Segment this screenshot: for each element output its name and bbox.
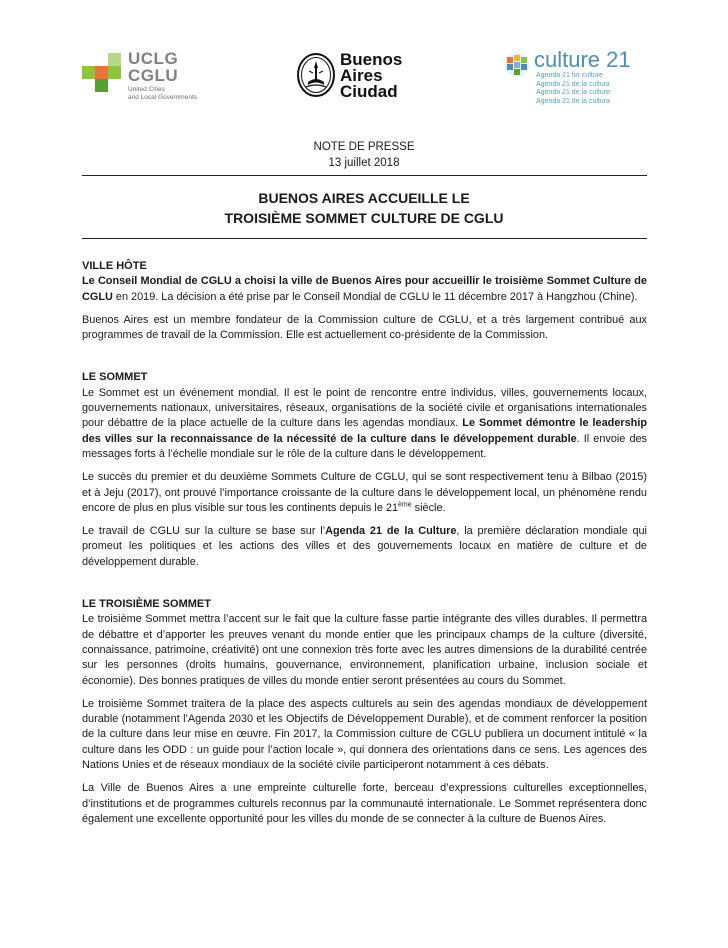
uclg-sub1: United Cities [128,86,165,93]
troisieme-paragraph-2: Le troisième Sommet traitera de la place des aspects culturels au sein des agendas mondiaux de développement durable (notamment l’Agenda 2030 et les Objectifs de Développement Durable), et de comment renforcer la position de la culture dans leur mise en œuvre. Fin 2017, la Commission culture de CGLU publiera un document intitulé « la culture dans les ODD : un guide pour l’action locale », qui donnera des orientations dans ce sens. Les agences des Nations Unies et de réseaux mondiaux de la société civile participeront notamment à ces débats. [82,697,647,772]
culture21-logo [504,48,644,108]
uclg-mark-icon [82,52,124,92]
buenos-aires-seal-icon [296,52,336,98]
sommet-paragraph-1 [82,386,647,462]
sommet-p1-a: Le Sommet est un événement mondial. Il est le point de rencontre entre individus, villes, gouvernements locaux, gouvernements nationaux, universitaires, réseaux, organisations de la société civile et organisations internationales pour débattre de la place actuelle de la culture dans les agendas mondiaux. [82,386,647,430]
sommet-p2-c: siècle. [411,501,446,514]
body-content [82,259,647,827]
hote-p1-bold: Le Conseil Mondial de CGLU a choisi la ville de Buenos Aires pour accueillir le troisième Sommet Culture de CGLU [82,275,647,303]
section-heading-troisieme: LE TROISIÈME SOMMET [82,598,211,611]
uclg-wordmark [128,50,197,102]
c21-sub2: Agenda 21 de la cultura [536,80,610,88]
culture21-wordmark: culture 21 [534,47,631,72]
sommet-p3-a: Le travail de CGLU sur la culture se base sur l’ [82,525,326,538]
ba-line3: Ciudad [340,82,398,101]
culture21-globe-icon [504,52,530,78]
culture21-subtitle [536,72,610,106]
press-note-header [0,139,728,171]
hote-p1-rest: en 2019. La décision a été prise par le Conseil Mondial de CGLU le 11 décembre 2017 à Hangzhou (Chine). [112,290,638,303]
title-divider [82,238,647,239]
press-label: NOTE DE PRESSE [313,141,415,153]
section-heading-sommet: LE SOMMET [82,371,148,384]
sommet-p2-a: Le succès du premier et du deuxième Sommets Culture de CGLU, qui se sont respectivement tenu à Bilbao (2015) et à Jeju (2017), ont prouvé l’importance croissante de la culture dans le développement local, un phénomène rendu encore de plus en plus visible sur tous les continents depuis le 21 [82,471,647,514]
c21-sub3: Agenda 21 de la culture [536,89,610,96]
uclg-sub2: and Local Governments [128,94,198,101]
ba-line2: Aires [340,66,383,85]
sommet-paragraph-3 [82,524,647,570]
title-line1: BUENOS AIRES ACCUEILLE LE [258,190,470,206]
uclg-logo [82,50,212,104]
hote-paragraph-2: Buenos Aires est un membre fondateur de la Commission culture de CGLU, et a très largement contribué aux programmes de travail de la Commission. Elle est actuellement co-présidente de la Commission. [82,313,647,342]
troisieme-paragraph-3: La Ville de Buenos Aires a une empreinte culturelle forte, berceau d’expressions culturelles exceptionnelles, d’institutions et de programmes culturels reconnus par la communauté internationale. Le Sommet représentera donc également une excellente opportunité pour les villes du monde de se connecter à la culture de Buenos Aires. [82,782,647,825]
sommet-p2-sup: ème [398,501,412,509]
buenos-aires-wordmark [340,52,402,100]
sommet-p1-c: . Il envoie des messages forts à l’échelle mondiale sur le rôle de la culture dans le développement. [82,432,647,460]
title-line2: TROISIÈME SOMMET CULTURE DE CGLU [224,210,504,226]
troisieme-paragraph-1: Le troisième Sommet mettra l’accent sur le fait que la culture fasse partie intégrante des villes durables. Il permettra de débattre et d’apporter les preuves venant du monde entier que les principaux champs de la culture (diversité, connaissance, patrimoine, créativité) ont une connexion très forte avec les autres dimensions de la durabilité centrée sur les personnes (droits humains, gouvernance, environnement, planification urbaine, inclusion sociale et économie). Des bonnes pratiques de villes du monde entier seront présentées au cours du Sommet. [82,613,647,687]
press-date: 13 juillet 2018 [328,157,400,169]
sommet-p3-c: , la première déclaration mondiale qui promeut les politiques et les actions des villes et des gouvernements locaux en matière de culture et de développement durable. [82,525,647,568]
c21-sub4: Agenda 21 de la cultura [536,97,610,105]
section-heading-hote: VILLE HÔTE [82,260,147,272]
c21-sub1: Agenda 21 for culture [536,72,603,79]
sommet-p1-bold: Le Sommet démontre le leadership des villes sur la reconnaissance de la nécessité de la culture dans le développement durable [82,417,647,445]
top-divider [82,175,647,176]
ba-line1: Buenos [340,50,403,69]
buenos-aires-logo [296,50,416,104]
sommet-p3-bold: Agenda 21 de la Culture [325,525,457,538]
hote-paragraph-1 [82,274,647,305]
uclg-line2: CGLU [128,66,179,85]
uclg-line1: UCLG [128,49,179,68]
page-title [0,188,728,228]
sommet-paragraph-2 [82,470,647,516]
